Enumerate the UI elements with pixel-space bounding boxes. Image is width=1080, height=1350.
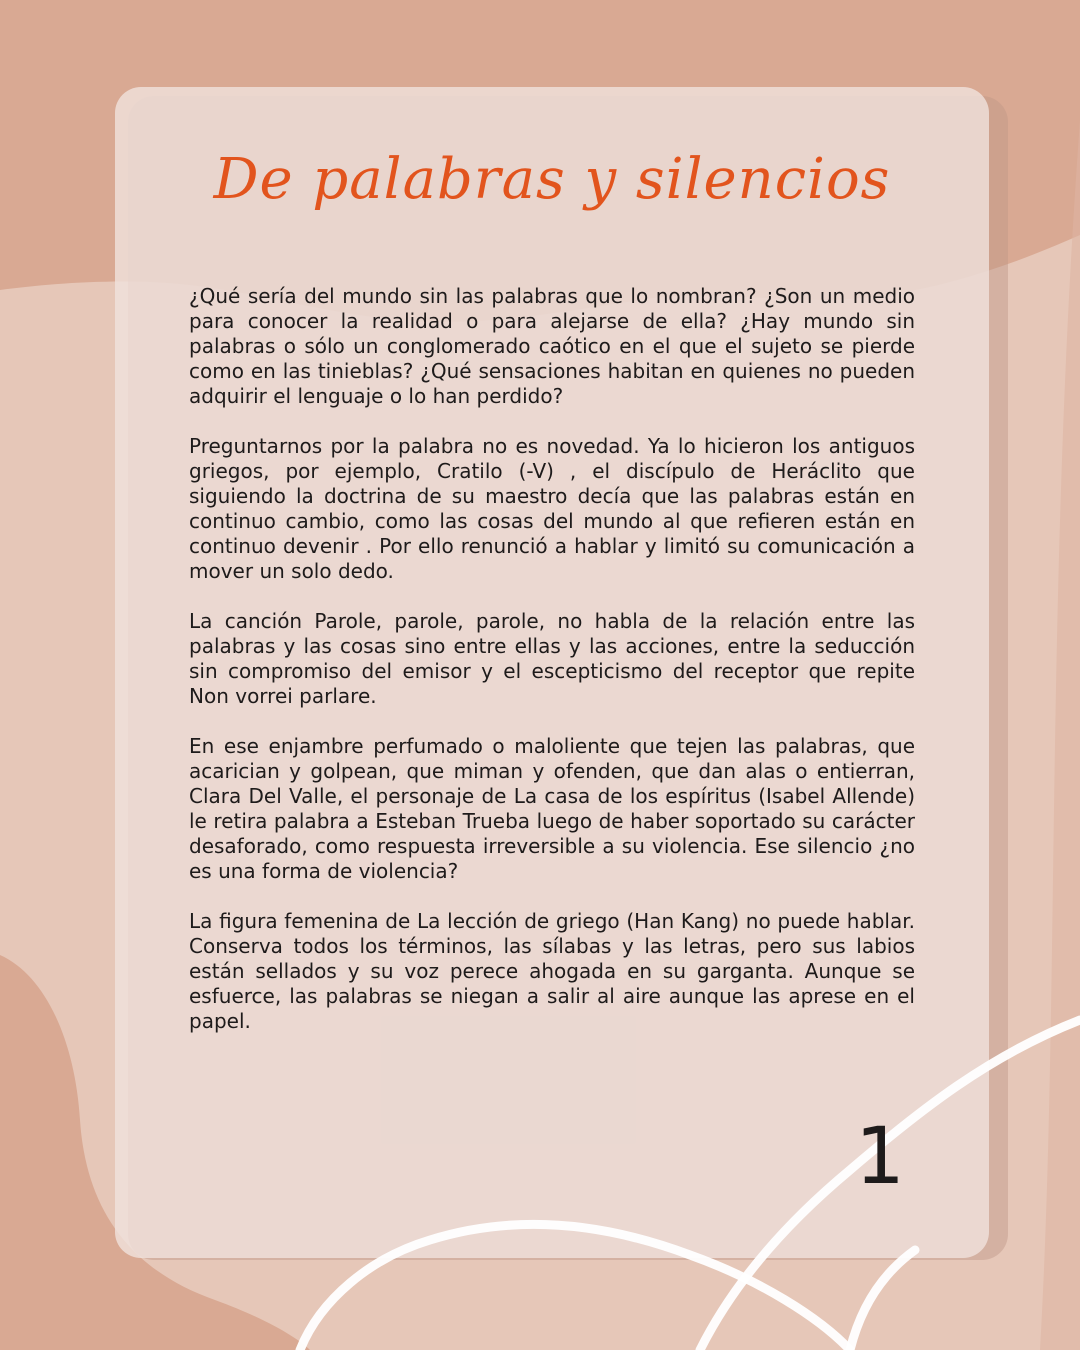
article-body <box>189 284 915 1059</box>
page-title: De palabras y silencios <box>213 147 891 212</box>
paragraph-3: La canción Parole, parole, parole, no habla de la relación entre las palabras y las cosas sino entre ellas y las acciones, entre la seducción sin compromiso del emisor y el escepticismo del receptor que repite Non vorrei parlare. <box>189 609 915 708</box>
paragraph-4: En ese enjambre perfumado o maloliente que tejen las palabras, que acarician y golpean, que miman y ofenden, que dan alas o entierran, Clara Del Valle, el personaje de La casa de los espíritus (Isabel Allende) le retira palabra a Esteban Trueba luego de haber soportado su carácter desaforado, como respuesta irreversible a su violencia. Ese silencio ¿no es una forma de violencia? <box>189 734 915 883</box>
page-number: 1 <box>855 1112 905 1202</box>
paragraph-5: La figura femenina de La lección de griego (Han Kang) no puede hablar. Conserva todos los términos, las sílabas y las letras, pero sus labios están sellados y su voz perece ahogada en su garganta. Aunque se esfuerce, las palabras se niegan a salir al aire aunque las aprese en el papel. <box>189 909 915 1033</box>
paragraph-1: ¿Qué sería del mundo sin las palabras que lo nombran? ¿Son un medio para conocer la realidad o para alejarse de ella? ¿Hay mundo sin palabras o sólo un conglomerado caótico en el que el sujeto se pierde como en las tinieblas? ¿Qué sensaciones habitan en quienes no pueden adquirir el lenguaje o lo han perdido? <box>189 284 915 408</box>
paragraph-2: Preguntarnos por la palabra no es novedad. Ya lo hicieron los antiguos griegos, por ejemplo, Cratilo (-V) , el discípulo de Heráclito que siguiendo la doctrina de su maestro decía que las palabras están en continuo cambio, como las cosas del mundo al que refieren están en continuo devenir . Por ello renunció a hablar y limitó su comunicación a mover un solo dedo. <box>189 434 915 583</box>
